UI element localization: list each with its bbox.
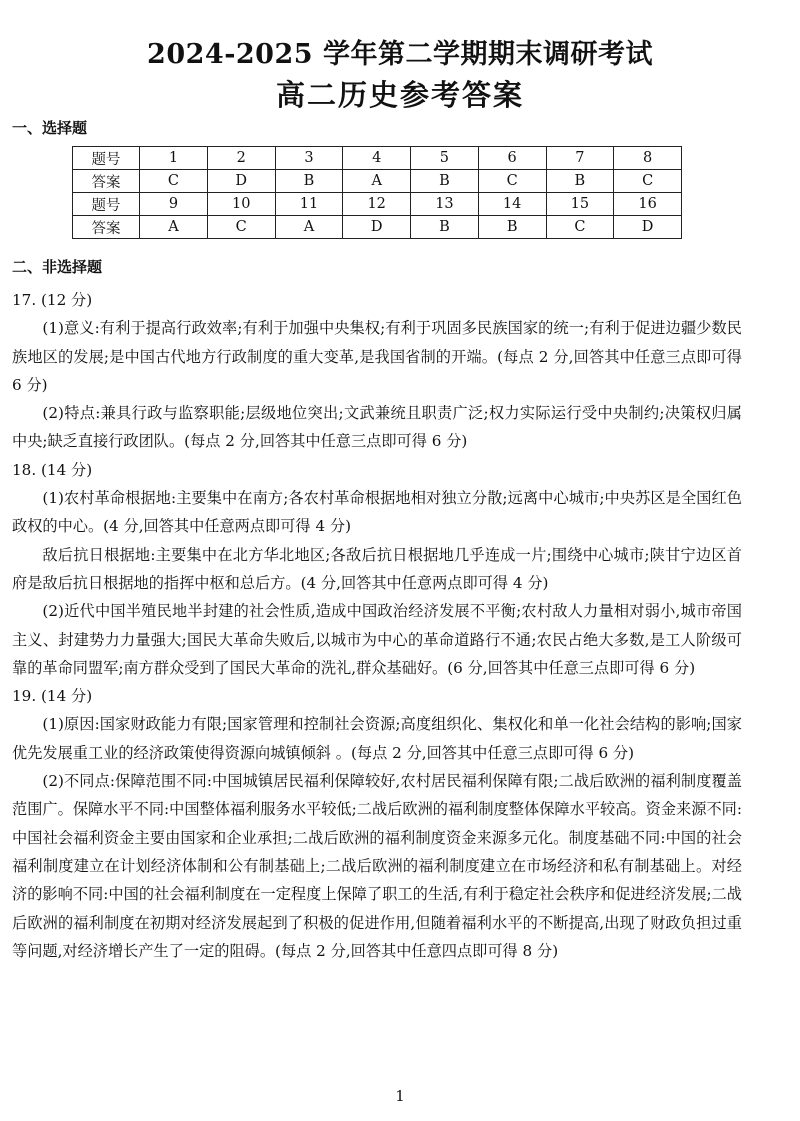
answer-table-cell: D <box>207 170 275 193</box>
answer-table-cell: 5 <box>411 147 479 170</box>
answer-table-row-label: 题号 <box>73 147 140 170</box>
answer-table-cell: 10 <box>207 193 275 216</box>
question-17-part-1: (1)意义:有利于提高行政效率;有利于加强中央集权;有利于巩固多民族国家的统一;有利于促进边疆少数民族地区的发展;是中国古代地方行政制度的重大变革,是我国省制的开端。(每点 2 分,回答其中任意三点即可得 6 分) <box>12 319 742 394</box>
open-answers <box>12 286 742 965</box>
answer-table-cell: D <box>343 216 411 239</box>
answer-table-cell: B <box>478 216 546 239</box>
question-17-part-2: (2)特点:兼具行政与监察职能;层级地位突出;文武兼统且职责广泛;权力实际运行受中央制约;决策权归属中央;缺乏直接行政团队。(每点 2 分,回答其中任意三点即可得 6 分) <box>12 404 742 451</box>
answer-table-cell: B <box>411 216 479 239</box>
answer-table-cell: B <box>546 170 614 193</box>
answer-table-row <box>73 193 682 216</box>
answer-table-cell: C <box>614 170 682 193</box>
answer-table-row <box>73 216 682 239</box>
answer-table-row-label: 答案 <box>73 170 140 193</box>
answer-table-cell: C <box>546 216 614 239</box>
section-heading-choice: 一、选择题 <box>12 119 88 137</box>
answer-table-cell: 6 <box>478 147 546 170</box>
question-18-label: 18. (14 分) <box>12 460 93 479</box>
answer-table-cell: 9 <box>140 193 208 216</box>
answer-table-cell: A <box>343 170 411 193</box>
question-18-part-1b: 敌后抗日根据地:主要集中在北方华北地区;各敌后抗日根据地几乎连成一片;围绕中心城市;陕甘宁边区首府是敌后抗日根据地的指挥中枢和总后方。(4 分,回答其中任意两点即可得 4 分) <box>12 545 742 592</box>
section-heading-open: 二、非选择题 <box>12 258 103 276</box>
answer-table-cell: B <box>275 170 343 193</box>
answer-table-cell: A <box>275 216 343 239</box>
answer-table-cell: 4 <box>343 147 411 170</box>
question-18-part-2: (2)近代中国半殖民地半封建的社会性质,造成中国政治经济发展不平衡;农村敌人力量相对弱小,城市帝国主义、封建势力力量强大;国民大革命失败后,以城市为中心的革命道路行不通;农民占绝大多数,是工人阶级可靠的革命同盟军;南方群众受到了国民大革命的洗礼,群众基础好。(6 分,回答其中任意三点即可得 6 分) <box>12 602 742 677</box>
answer-table-cell: C <box>140 170 208 193</box>
answer-table-cell: 3 <box>275 147 343 170</box>
answer-table-cell: 7 <box>546 147 614 170</box>
answer-table-cell: A <box>140 216 208 239</box>
question-19-part-2: (2)不同点:保障范围不同:中国城镇居民福利保障较好,农村居民福利保障有限;二战后欧洲的福利制度覆盖范围广。保障水平不同:中国整体福利服务水平较低;二战后欧洲的福利制度整体保障水平较高。资金来源不同:中国社会福利资金主要由国家和企业承担;二战后欧洲的福利制度资金来源多元化。制度基础不同:中国的社会福利制度建立在计划经济体制和公有制基础上;二战后欧洲的福利制度建立在市场经济和私有制基础上。对经济的影响不同:中国的社会福利制度在一定程度上保障了职工的生活,有利于稳定社会秩序和促进经济发展;二战后欧洲的福利制度在初期对经济发展起到了积极的促进作用,但随着福利水平的不断提高,出现了财政负担过重等问题,对经济增长产生了一定的阻碍。(每点 2 分,回答其中任意四点即可得 8 分) <box>12 772 742 960</box>
exam-subtitle: 高二历史参考答案 <box>275 78 524 112</box>
page-number: 1 <box>395 1087 405 1105</box>
question-18-part-1: (1)农村革命根据地:主要集中在南方;各农村革命根据地相对独立分散;远离中心城市;中央苏区是全国红色政权的中心。(4 分,回答其中任意两点即可得 4 分) <box>12 489 742 536</box>
answer-table-cell: C <box>478 170 546 193</box>
answer-table-cell: 14 <box>478 193 546 216</box>
answer-table-row-label: 答案 <box>73 216 140 239</box>
answer-table-row <box>73 147 682 170</box>
answer-table-cell: 12 <box>343 193 411 216</box>
choice-answer-table <box>72 146 682 239</box>
answer-table-cell: 15 <box>546 193 614 216</box>
answer-table-cell: B <box>411 170 479 193</box>
answer-table-cell: 1 <box>140 147 208 170</box>
exam-title: 2024-2025 学年第二学期期末调研考试 <box>147 39 653 70</box>
answer-table-cell: 13 <box>411 193 479 216</box>
answer-table-cell: 11 <box>275 193 343 216</box>
question-19-label: 19. (14 分) <box>12 687 93 706</box>
answer-table-cell: D <box>614 216 682 239</box>
answer-table-cell: C <box>207 216 275 239</box>
answer-table-cell: 2 <box>207 147 275 170</box>
question-19-part-1: (1)原因:国家财政能力有限;国家管理和控制社会资源;高度组织化、集权化和单一化社会结构的影响;国家优先发展重工业的经济政策使得资源向城镇倾斜 。(每点 2 分,回答其中任意三点即可得 6 分) <box>12 715 742 762</box>
question-17-label: 17. (12 分) <box>12 291 93 309</box>
answer-table-cell: 16 <box>614 193 682 216</box>
answer-table-cell: 8 <box>614 147 682 170</box>
answer-table-row-label: 题号 <box>73 193 140 216</box>
answer-table-row <box>73 170 682 193</box>
